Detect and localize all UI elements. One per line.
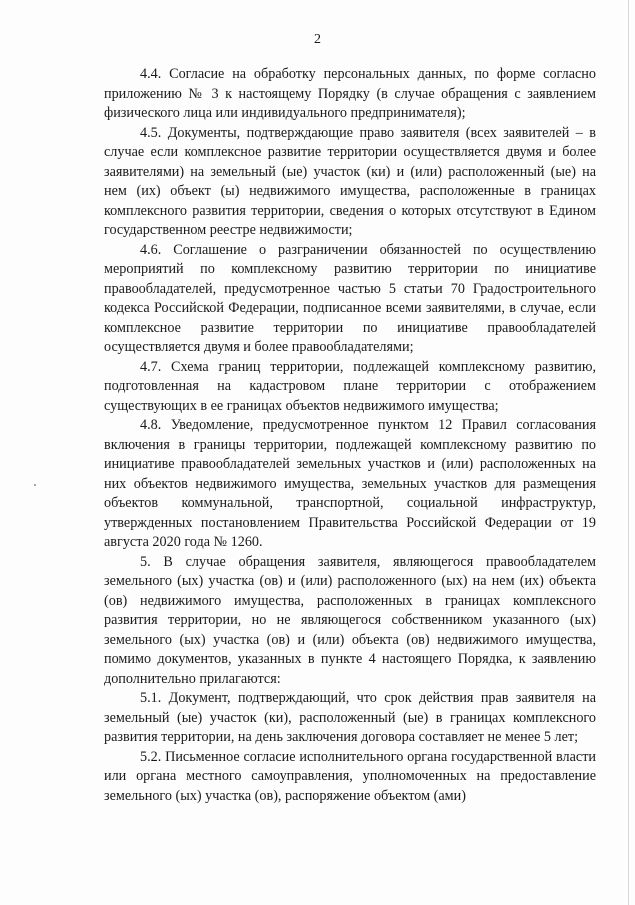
paragraph-5-2: 5.2. Письменное согласие исполнительного органа государственной власти или органа местного самоуправления, уполномоченных на предоставление земельного (ых) участка (ов), распоряжение объектом (ами): [104, 748, 596, 804]
paragraph-4-7: 4.7. Схема границ территории, подлежащей комплексному развитию, подготовленная на кадастровом плане территории с отображением существующих в ее границах объектов недвижимого имущества;: [104, 358, 596, 414]
paragraph-4-4: 4.4. Согласие на обработку персональных данных, по форме согласно приложению № 3 к настоящему Порядку (в случае обращения с заявлением физического лица или индивидуального предпринимателя);: [104, 66, 596, 121]
paragraph-5: 5. В случае обращения заявителя, являющегося правообладателем земельного (ых) участка (ов) и (или) расположенного (ых) на нем (их) объекта (ов) недвижимого имущества, расположенных в границах комплексного развития территории, но не являющегося собственником указанного (ых) земельного (ых) участка (ов) и (или) объекта (ов) недвижимого имущества, помимо документов, указанных в пункте 4 настоящего Порядка, к заявлению дополнительно прилагаются:: [104, 553, 596, 687]
paragraph-5-1: 5.1. Документ, подтверждающий, что срок действия прав заявителя на земельный (ые) участок (ки), расположенный (ые) в границах комплексного развития территории, на день заключения договора составляет не менее 5 лет;: [104, 690, 596, 745]
paragraph-4-5: 4.5. Документы, подтверждающие право заявителя (всех заявителей – в случае если комплексное развитие территории осуществляется двумя и более заявителями) на земельный (ые) участок (ки) и (или) расположенный (ые) на нем (их) объект (ы) недвижимого имущества, расположенные в границах комплексного развития территории, сведения о которых отсутствуют в Едином государственном реестре недвижимости;: [104, 124, 596, 238]
paragraph-4-8: 4.8. Уведомление, предусмотренное пунктом 12 Правил согласования включения в границы территории, подлежащей комплексному развитию по инициативе правообладателей земельных участков и (или) расположенных на них объектов недвижимого имущества, земельных участков для размещения объектов коммунальной, транспортной, социальной инфраструктур, утвержденных постановлением Правительства Российской Федерации от 19 августа 2020 года № 1260.: [104, 417, 596, 550]
page-number: 2: [314, 32, 321, 47]
paragraph-4-6: 4.6. Соглашение о разграничении обязанностей по осуществлению мероприятий по комплексному развитию территории по инициативе правообладателей, предусмотренное частью 5 статьи 70 Градостроительного кодекса Российской Федерации, подписанное всеми заявителями, в случае, если комплексное развитие территории по инициативе правообладателей осуществляется двумя и более правообладателями;: [104, 241, 596, 355]
margin-mark: [34, 484, 36, 486]
document-body: [104, 65, 596, 806]
page-edge-line: [628, 0, 629, 905]
